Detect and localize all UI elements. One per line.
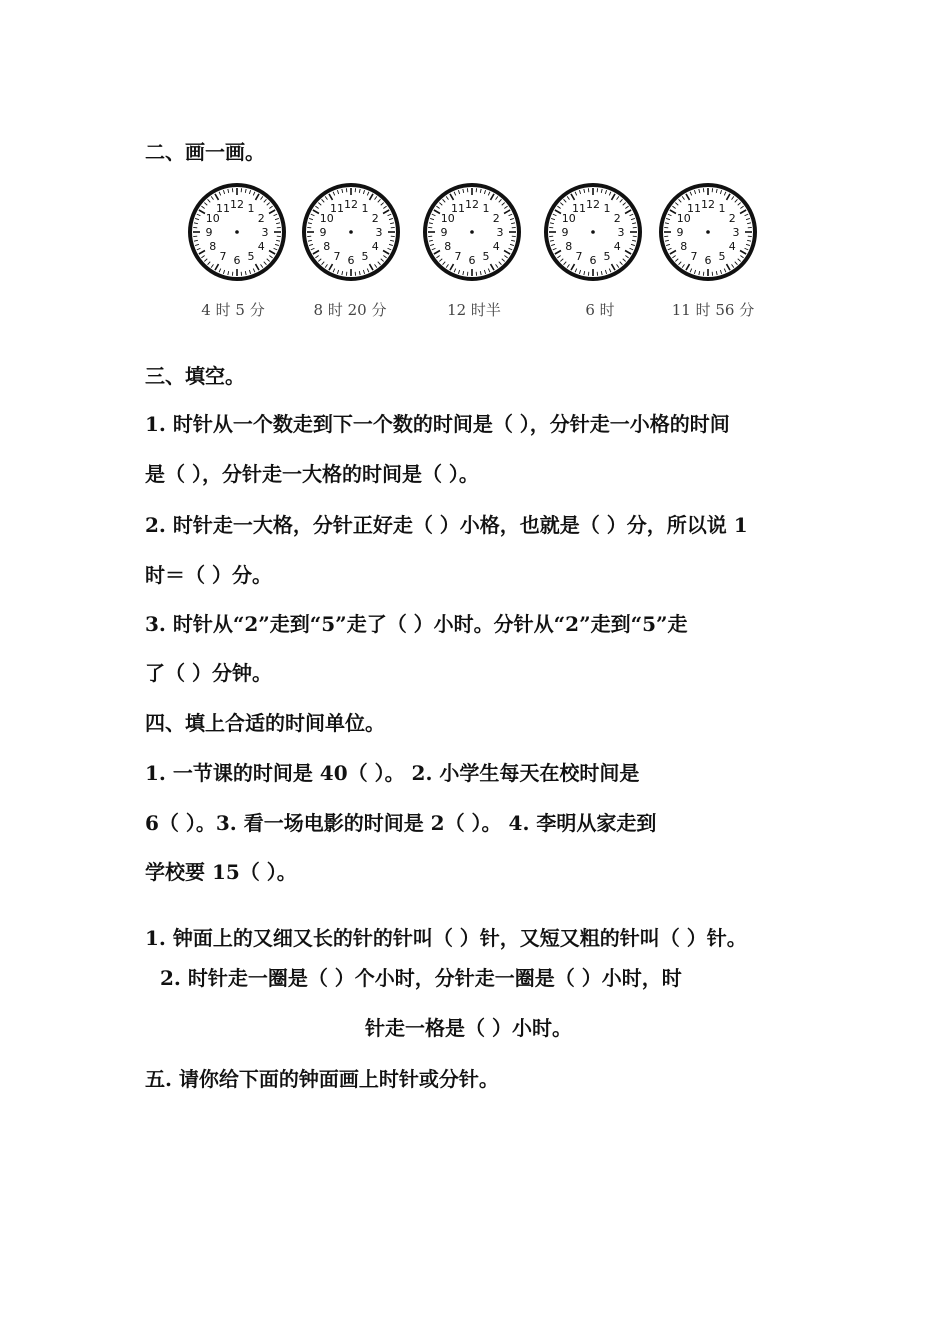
section-4-extra-1: 1. 钟面上的又细又长的针的针叫（ ）针，又短又粗的针叫（ ）针。: [145, 926, 747, 950]
dial-number: 6: [233, 254, 241, 267]
center-dot: [235, 230, 239, 234]
section-4-line-1: 1. 一节课的时间是 40（ ）。 2. 小学生每天在校时间是: [145, 761, 640, 785]
dial-number: 12: [344, 198, 358, 211]
clock-caption-4: 6 时: [585, 301, 615, 319]
section-4-title: 四、填上合适的时间单位。: [145, 711, 385, 735]
dial-number: 2: [613, 212, 621, 225]
dial-number: 11: [330, 201, 344, 215]
dial-number: 5: [603, 250, 611, 264]
dial-number: 12: [465, 198, 479, 211]
dial-number: 2: [257, 212, 265, 225]
question-3-3-line-2: 了（ ）分钟。: [145, 661, 272, 685]
clock-dial: [301, 180, 401, 284]
dial-number: 11: [572, 201, 586, 215]
clock-dial: [187, 180, 287, 284]
question-3-1-line-2: 是（ ），分针走一大格的时间是（ ）。: [145, 462, 479, 486]
dial-number: 3: [261, 226, 269, 239]
dial-number: 6: [704, 254, 712, 267]
clock-caption-2: 8 时 20 分: [313, 301, 387, 319]
dial-number: 10: [676, 212, 691, 225]
clock-caption-5: 11 时 56 分: [671, 301, 755, 319]
section-5-title: 五. 请你给下面的钟面画上时针或分针。: [145, 1067, 499, 1091]
clock-face-1: [187, 180, 287, 284]
dial-number: 10: [440, 212, 455, 225]
dial-number: 3: [496, 226, 504, 239]
dial-number: 10: [205, 212, 220, 225]
clock-face-4: [543, 180, 643, 284]
dial-number: 5: [718, 250, 726, 264]
clock-face-5: [658, 180, 758, 284]
dial-number: 2: [728, 212, 736, 225]
dial-number: 7: [690, 250, 698, 264]
clock-face-3: [422, 180, 522, 284]
center-dot: [470, 230, 474, 234]
clock-dial: [658, 180, 758, 284]
question-3-3-line-1: 3. 时针从“2”走到“5”走了（ ）小时。分针从“2”走到“5”走: [145, 612, 688, 636]
dial-number: 7: [454, 250, 462, 264]
dial-number: 6: [468, 254, 476, 267]
dial-number: 8: [680, 240, 688, 253]
dial-number: 3: [732, 226, 740, 239]
section-3-title: 三、填空。: [145, 364, 245, 388]
dial-number: 9: [561, 226, 569, 239]
dial-number: 1: [361, 201, 369, 215]
dial-number: 1: [718, 201, 726, 215]
dial-number: 11: [687, 201, 701, 215]
dial-number: 6: [347, 254, 355, 267]
dial-number: 2: [492, 212, 500, 225]
dial-number: 3: [375, 226, 383, 239]
dial-number: 4: [613, 240, 621, 253]
dial-number: 2: [371, 212, 379, 225]
dial-number: 4: [257, 240, 265, 253]
dial-number: 8: [565, 240, 573, 253]
dial-number: 1: [482, 201, 490, 215]
clock-dial: [543, 180, 643, 284]
dial-number: 4: [728, 240, 736, 253]
section-4-line-2: 6（ ）。3. 看一场电影的时间是 2（ ）。 4. 李明从家走到: [145, 811, 657, 835]
dial-number: 1: [603, 201, 611, 215]
section-2-title: 二、画一画。: [145, 140, 265, 164]
dial-number: 7: [575, 250, 583, 264]
dial-number: 6: [589, 254, 597, 267]
question-3-1-line-1: 1. 时针从一个数走到下一个数的时间是（ ），分针走一小格的时间: [145, 412, 730, 436]
dial-number: 10: [561, 212, 576, 225]
question-3-2-line-2: 时＝（ ）分。: [145, 563, 272, 587]
dial-number: 8: [444, 240, 452, 253]
dial-number: 7: [333, 250, 341, 264]
section-4-extra-2-line-1: 2. 时针走一圈是（ ）个小时，分针走一圈是（ ）小时，时: [160, 966, 682, 990]
clock-dial: [422, 180, 522, 284]
dial-number: 9: [319, 226, 327, 239]
clock-face-2: [301, 180, 401, 284]
dial-number: 5: [361, 250, 369, 264]
dial-number: 9: [676, 226, 684, 239]
dial-number: 3: [617, 226, 625, 239]
clock-caption-1: 4 时 5 分: [201, 301, 265, 319]
dial-number: 4: [492, 240, 500, 253]
dial-number: 9: [440, 226, 448, 239]
dial-number: 8: [323, 240, 331, 253]
dial-number: 8: [209, 240, 217, 253]
center-dot: [349, 230, 353, 234]
dial-number: 1: [247, 201, 255, 215]
dial-number: 5: [482, 250, 490, 264]
dial-number: 11: [451, 201, 465, 215]
dial-number: 12: [230, 198, 244, 211]
dial-number: 7: [219, 250, 227, 264]
dial-number: 12: [701, 198, 715, 211]
center-dot: [706, 230, 710, 234]
section-4-line-3: 学校要 15（ ）。: [145, 860, 297, 884]
center-dot: [591, 230, 595, 234]
clock-caption-3: 12 时半: [447, 301, 501, 319]
dial-number: 12: [586, 198, 600, 211]
section-4-extra-2-line-2: 针走一格是（ ）小时。: [365, 1016, 572, 1040]
question-3-2-line-1: 2. 时针走一大格，分针正好走（ ）小格，也就是（ ）分，所以说 1: [145, 513, 748, 537]
dial-number: 10: [319, 212, 334, 225]
dial-number: 5: [247, 250, 255, 264]
dial-number: 4: [371, 240, 379, 253]
dial-number: 9: [205, 226, 213, 239]
dial-number: 11: [216, 201, 230, 215]
